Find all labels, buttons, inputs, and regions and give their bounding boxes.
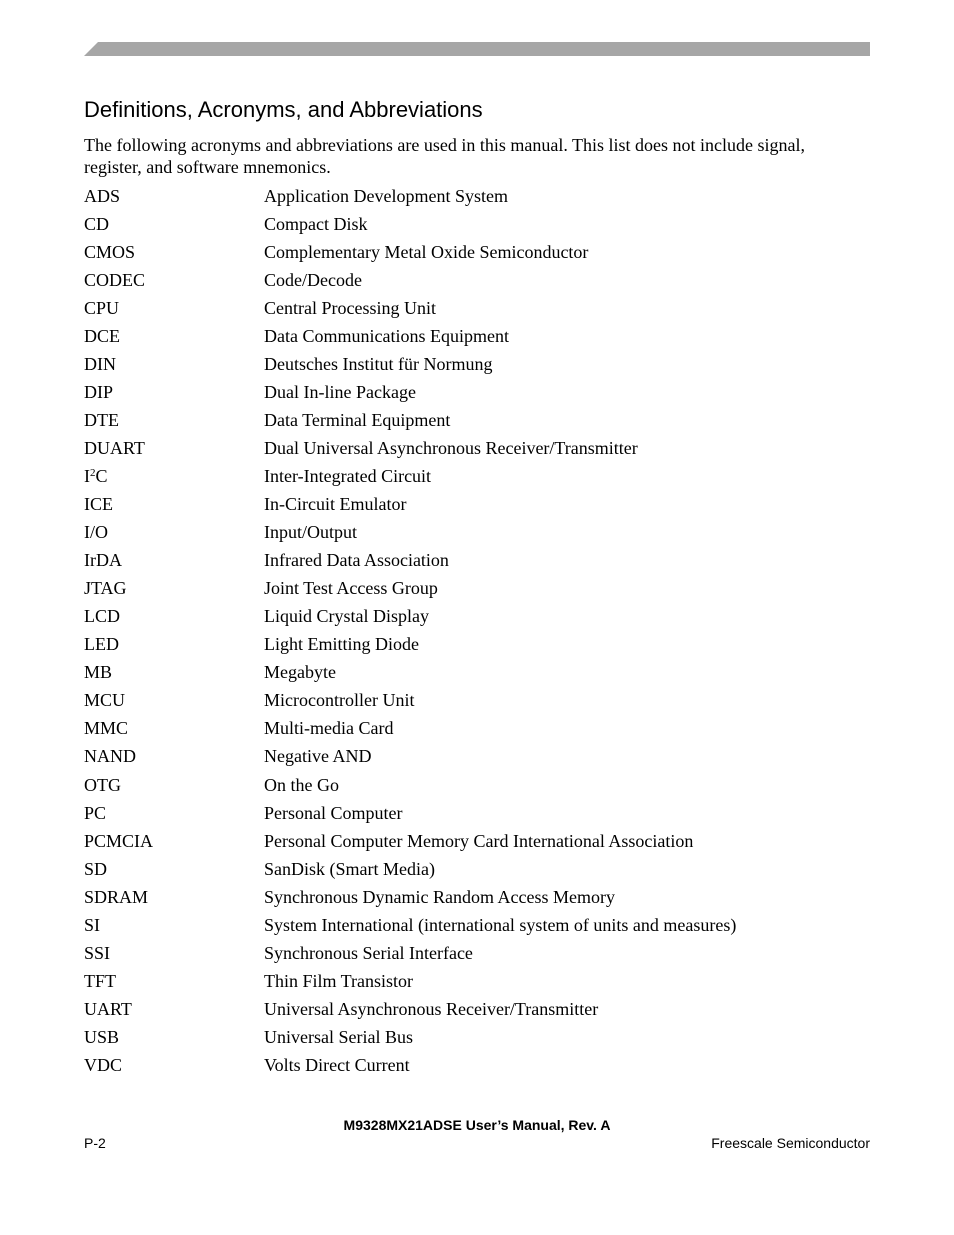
acronym-term: NAND [84,746,136,767]
acronym-definition: SanDisk (Smart Media) [264,858,435,879]
acronym-row [84,715,870,743]
intro-paragraph: The following acronyms and abbreviations are used in this manual. This list does not include signal, register, and software mnemonics. [84,135,806,177]
acronym-definition: Code/Decode [264,269,362,290]
acronym-term [84,466,264,487]
acronym-definition: Universal Serial Bus [264,1026,413,1047]
acronym-definition: Data Terminal Equipment [264,409,451,430]
acronym-term: DIN [84,353,116,374]
acronym-row [84,659,870,687]
footer-manual-title: M9328MX21ADSE User’s Manual, Rev. A [343,1117,611,1133]
acronym-row [84,266,870,294]
acronym-term: LED [84,634,119,655]
acronym-definition: Application Development System [264,185,508,206]
acronym-row [84,687,870,715]
acronym-definition: Thin Film Transistor [264,970,414,991]
acronym-term: I/O [84,522,108,543]
acronym-definition: Personal Computer Memory Card International Association [264,830,694,851]
acronym-row [84,799,870,827]
acronym-row [84,939,870,967]
acronym-definition: Joint Test Access Group [264,578,438,599]
acronym-row [84,462,870,490]
acronym-definition: Central Processing Unit [264,297,436,318]
acronym-term-base: I [84,465,90,486]
acronym-row [84,995,870,1023]
acronym-row [84,182,870,210]
acronym-term: MMC [84,718,129,739]
acronym-list [84,182,870,1080]
acronym-row [84,1051,870,1079]
acronym-definition: Multi-media Card [264,718,394,739]
acronym-row [84,491,870,519]
acronym-row [84,967,870,995]
footer-page-number: P-2 [84,1135,106,1151]
acronym-term: PCMCIA [84,830,154,851]
acronym-definition: Data Communications Equipment [264,325,509,346]
acronym-definition: Microcontroller Unit [264,690,415,711]
acronym-definition: Volts Direct Current [264,1054,410,1075]
acronym-row [84,378,870,406]
acronym-row [84,575,870,603]
acronym-term: DUART [84,437,145,458]
acronym-definition: Universal Asynchronous Receiver/Transmitter [264,998,599,1019]
header-bar-shape [84,42,870,56]
header-bar [84,42,870,56]
acronym-definition: Light Emitting Diode [264,634,419,655]
acronym-definition: In-Circuit Emulator [264,494,407,515]
section-title: Definitions, Acronyms, and Abbreviations [84,97,483,122]
acronym-row [84,1023,870,1051]
acronym-definition: Negative AND [264,746,372,767]
acronym-term: SD [84,858,108,879]
acronym-definition: Compact Disk [264,213,368,234]
acronym-row [84,294,870,322]
acronym-row [84,827,870,855]
acronym-term: TFT [84,970,117,991]
acronym-term: OTG [84,774,121,795]
acronym-row [84,238,870,266]
acronym-term: CPU [84,297,120,318]
acronym-term: DTE [84,409,119,430]
acronym-term: PC [84,802,107,823]
acronym-term: MB [84,662,113,683]
acronym-definition: Megabyte [264,662,336,683]
acronym-row [84,519,870,547]
acronym-term: USB [84,1026,120,1047]
acronym-term: MCU [84,690,126,711]
acronym-row [84,631,870,659]
acronym-row [84,322,870,350]
acronym-term: DCE [84,325,120,346]
acronym-definition: Synchronous Serial Interface [264,942,473,963]
acronym-definition: Input/Output [264,522,357,543]
acronym-definition: Dual In-line Package [264,381,416,402]
acronym-term: IrDA [84,550,122,571]
acronym-term: ADS [84,185,121,206]
acronym-term-suffix: C [95,465,108,486]
acronym-term: CMOS [84,241,136,262]
acronym-term-superscript: 2 [90,466,96,479]
acronym-term: DIP [84,381,114,402]
acronym-term: VDC [84,1054,123,1075]
acronym-definition: Inter-Integrated Circuit [264,465,432,486]
acronym-term: CODEC [84,269,146,290]
acronym-definition: On the Go [264,774,339,795]
acronym-row [84,547,870,575]
acronym-term: UART [84,998,132,1019]
acronym-row [84,603,870,631]
acronym-term: SDRAM [84,886,149,907]
acronym-definition: Complementary Metal Oxide Semiconductor [264,241,589,262]
acronym-row [84,855,870,883]
acronym-term: JTAG [84,578,127,599]
acronym-definition: Deutsches Institut für Normung [264,353,493,374]
acronym-row [84,911,870,939]
acronym-row [84,743,870,771]
acronym-row [84,771,870,799]
acronym-definition: Dual Universal Asynchronous Receiver/Transmitter [264,437,638,458]
acronym-term: ICE [84,494,113,515]
acronym-definition: Synchronous Dynamic Random Access Memory [264,886,615,907]
acronym-term: SI [84,914,101,935]
acronym-row [84,210,870,238]
acronym-term: LCD [84,606,120,627]
acronym-definition: System International (international system of units and measures) [264,914,737,935]
acronym-row [84,350,870,378]
acronym-row [84,406,870,434]
acronym-definition: Personal Computer [264,802,403,823]
acronym-term: SSI [84,942,111,963]
acronym-definition: Infrared Data Association [264,550,449,571]
acronym-term: CD [84,213,110,234]
acronym-definition: Liquid Crystal Display [264,606,429,627]
acronym-row [84,434,870,462]
acronym-row [84,883,870,911]
footer-company: Freescale Semiconductor [711,1135,870,1151]
